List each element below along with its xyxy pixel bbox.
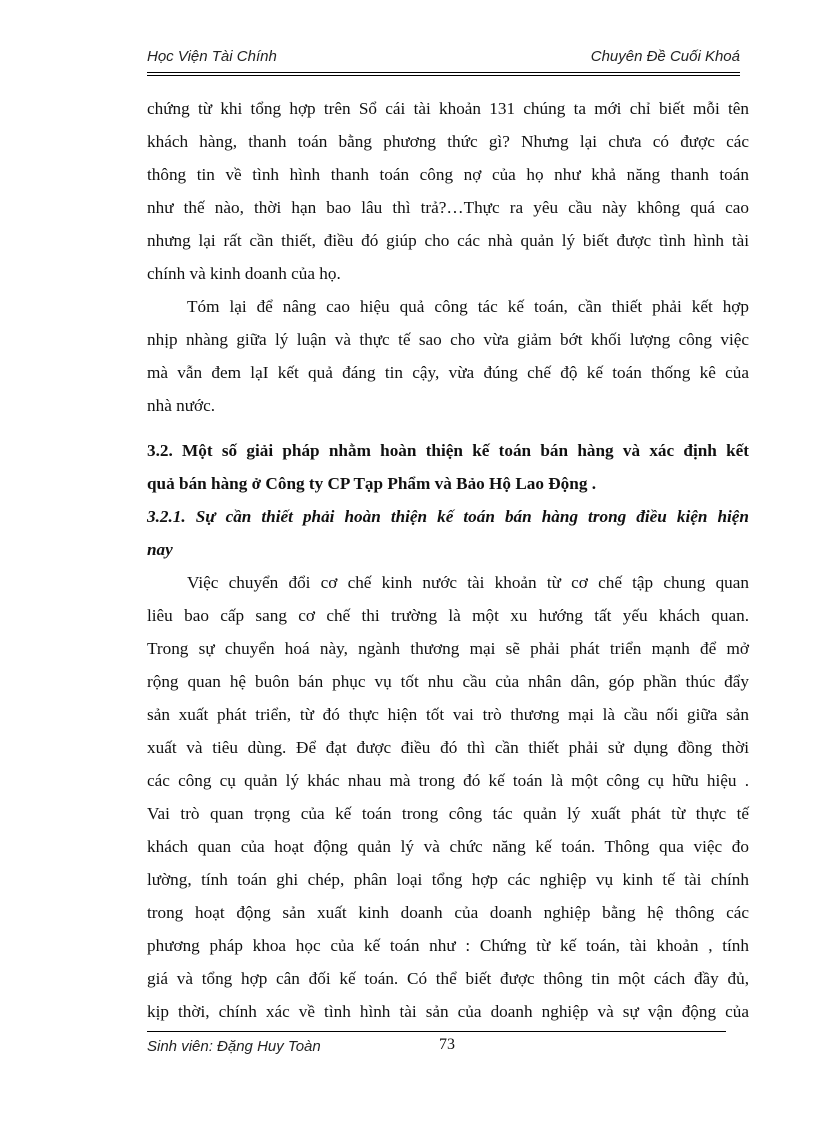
- text-line: nhà nước.: [147, 396, 216, 415]
- text-line: phương pháp khoa học của kế toán như : Chứng từ kế toán, tài khoản , tính: [147, 936, 749, 955]
- text-line: các công cụ quản lý khác nhau mà trong đó kế toán là một công cụ hữu hiệu .: [147, 771, 749, 790]
- subheading-line: 3.2.1. Sự cần thiết phải hoàn thiện kế toán bán hàng trong điều kiện hiện: [147, 507, 749, 526]
- footer-divider: [147, 1031, 726, 1032]
- header-institution: Học Viện Tài Chính: [147, 48, 277, 65]
- text-line: Tóm lại để nâng cao hiệu quả công tác kế toán, cần thiết phải kết hợp: [187, 297, 749, 316]
- text-line: nhịp nhàng giữa lý luận và thực tế sao cho vừa giảm bớt khối lượng công việc: [147, 330, 749, 349]
- text-line: lường, tính toán ghi chép, phân loại tổng hợp các nghiệp vụ kinh tế tài chính: [147, 870, 749, 889]
- footer-student-name: Sinh viên: Đặng Huy Toàn: [147, 1038, 321, 1055]
- page-number: 73: [439, 1036, 455, 1053]
- page-header: [147, 48, 740, 70]
- text-line: sản xuất phát triển, từ đó thực hiện tốt vai trò thương mại là cầu nối giữa sản: [147, 705, 749, 724]
- text-line: trong hoạt động sản xuất kinh doanh của doanh nghiệp bằng hệ thông các: [147, 903, 749, 922]
- text-line: rộng quan hệ buôn bán phục vụ tốt nhu cầu của nhân dân, góp phần thúc đẩy: [147, 672, 749, 691]
- paragraph-2: [147, 290, 749, 422]
- text-line: chứng từ khi tổng hợp trên Sổ cái tài khoản 131 chúng ta mới chỉ biết mỗi tên: [147, 99, 749, 118]
- text-line: mà vẫn đem lạI kết quả đáng tin cậy, vừa đúng chế độ kế toán thống kê của: [147, 363, 749, 382]
- subheading-line: nay: [147, 540, 173, 559]
- text-line: Vai trò quan trọng của kế toán trong công tác quản lý xuất phát từ thực tế: [147, 804, 749, 823]
- text-line: khách quan của hoạt động quản lý và chức năng kế toán. Thông qua việc đo: [147, 837, 749, 856]
- text-line: Trong sự chuyển hoá này, ngành thương mại sẽ phải phát triển mạnh để mở: [147, 639, 749, 658]
- text-line: Việc chuyển đổi cơ chế kinh nước tài khoản từ cơ chế tập chung quan: [187, 573, 749, 592]
- header-divider: [147, 72, 740, 76]
- text-line: nhưng lại rất cần thiết, điều đó giúp cho các nhà quản lý biết được tình hình tài: [147, 231, 749, 250]
- text-line: thông tin về tình hình thanh toán công nợ của họ như khả năng thanh toán: [147, 165, 749, 184]
- page-footer: [147, 1036, 740, 1060]
- section-heading-3-2-1: [147, 500, 749, 566]
- header-document-type: Chuyên Đề Cuối Khoá: [590, 48, 740, 65]
- page-body: [147, 92, 749, 1028]
- heading-line: quả bán hàng ở Công ty CP Tạp Phẩm và Bảo Hộ Lao Động .: [147, 474, 597, 493]
- text-line: kịp thời, chính xác về tình hình tài sản của doanh nghiệp và sự vận động của: [147, 1002, 749, 1021]
- text-line: liêu bao cấp sang cơ chế thi trường là một xu hướng tất yếu khách quan.: [147, 606, 749, 625]
- text-line: khách hàng, thanh toán bằng phương thức gì? Nhưng lại chưa có được các: [147, 132, 749, 151]
- paragraph-3: [147, 566, 749, 1028]
- text-line: giá và tổng hợp cân đối kế toán. Có thể biết được thông tin một cách đầy đủ,: [147, 969, 749, 988]
- text-line: xuất và tiêu dùng. Để đạt được điều đó thì cần thiết phải sử dụng đồng thời: [147, 738, 749, 757]
- text-line: như thế nào, thời hạn bao lâu thì trả?…Thực ra yêu cầu này không quá cao: [147, 198, 749, 217]
- paragraph-1: [147, 92, 749, 290]
- text-line: chính và kinh doanh của họ.: [147, 264, 341, 283]
- section-heading-3-2: [147, 434, 749, 500]
- heading-line: 3.2. Một số giải pháp nhằm hoàn thiện kế toán bán hàng và xác định kết: [147, 441, 749, 460]
